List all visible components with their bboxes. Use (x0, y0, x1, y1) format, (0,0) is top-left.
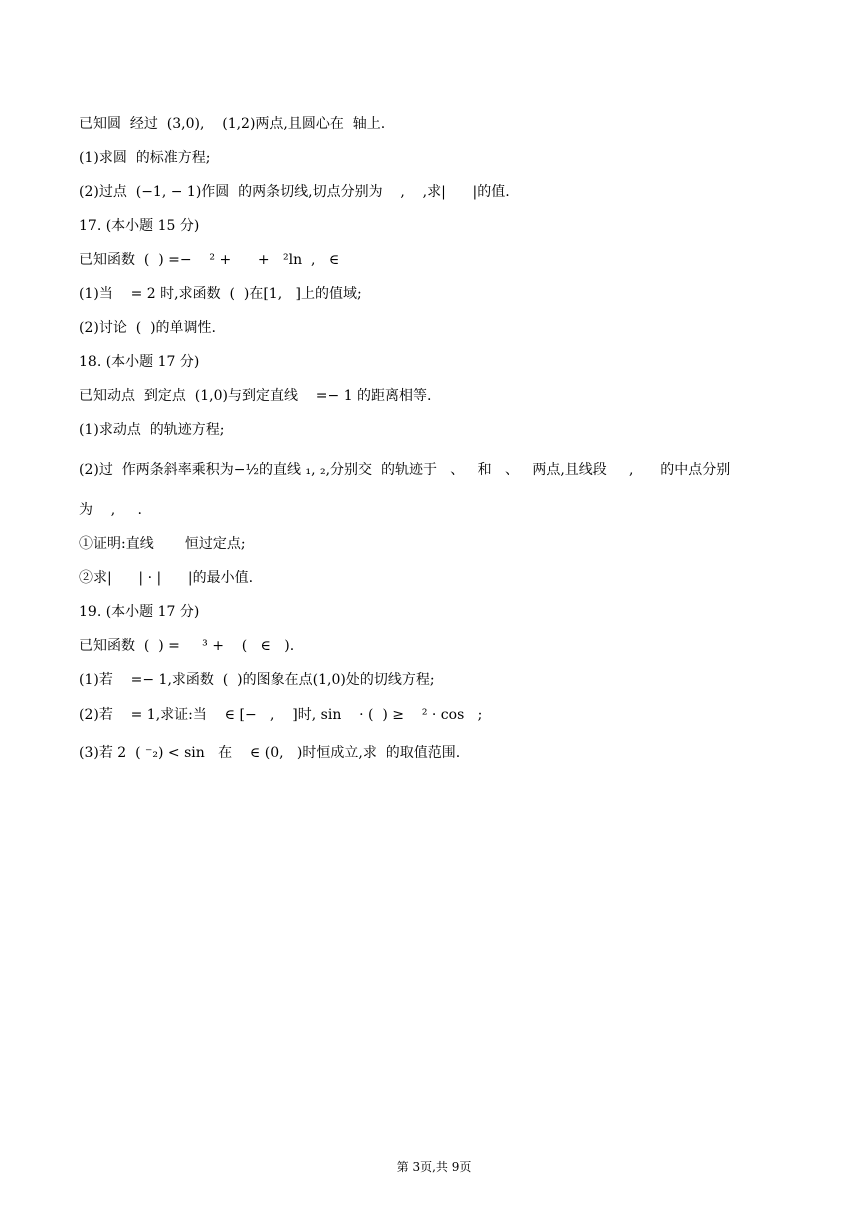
problem-19-part-1: (1)若 =− 1,求函数 ( )的图象在点(1,0)处的切线方程; (79, 672, 435, 688)
problem-18-heading: 18. (本小题 17 分) (79, 354, 200, 370)
problem-18-part-2-i: ①证明:直线 恒过定点; (79, 536, 246, 552)
problem-18-part-2-ii: ②求| | · | |的最小值. (79, 570, 254, 586)
problem-17-part-2: (2)讨论 ( )的单调性. (79, 320, 217, 336)
problem-18-statement: 已知动点 到定点 (1,0)与到定直线 =− 1 的距离相等. (79, 388, 432, 404)
problem-17-statement: 已知函数 ( ) =− ² + + ²ln , ∈ (79, 252, 340, 268)
problem-19-statement: 已知函数 ( ) = ³ + ( ∈ ). (79, 638, 295, 654)
problem-16-part-1: (1)求圆 的标准方程; (79, 150, 211, 166)
problem-19-part-2: (2)若 = 1,求证:当 ∈ [− , ]时, sin · ( ) ≥ ² · cos ; (79, 707, 483, 723)
problem-16-part-2: (2)过点 (−1, − 1)作圆 的两条切线,切点分别为 , ,求| |的值. (79, 184, 510, 200)
problem-17-heading: 17. (本小题 15 分) (79, 218, 200, 234)
problem-19-part-3: (3)若 2 ( ⁻₂) < sin 在 ∈ (0, )时恒成立,求 的取值范围. (79, 745, 461, 761)
problem-16-statement: 已知圆 经过 (3,0), (1,2)两点,且圆心在 轴上. (79, 116, 386, 132)
problem-19-heading: 19. (本小题 17 分) (79, 604, 200, 620)
problem-17-part-1: (1)当 = 2 时,求函数 ( )在[1, ]上的值域; (79, 286, 362, 302)
problem-18-part-2-cont: 为 , . (79, 502, 142, 518)
page-footer: 第 3页,共 9页 (396, 1160, 472, 1174)
problem-18-part-1: (1)求动点 的轨迹方程; (79, 422, 225, 438)
problem-18-part-2: (2)过 作两条斜率乘积为−½的直线 ₁, ₂,分别交 的轨迹于 、 和 、 两点,且线段 , 的中点分别 (79, 462, 731, 478)
